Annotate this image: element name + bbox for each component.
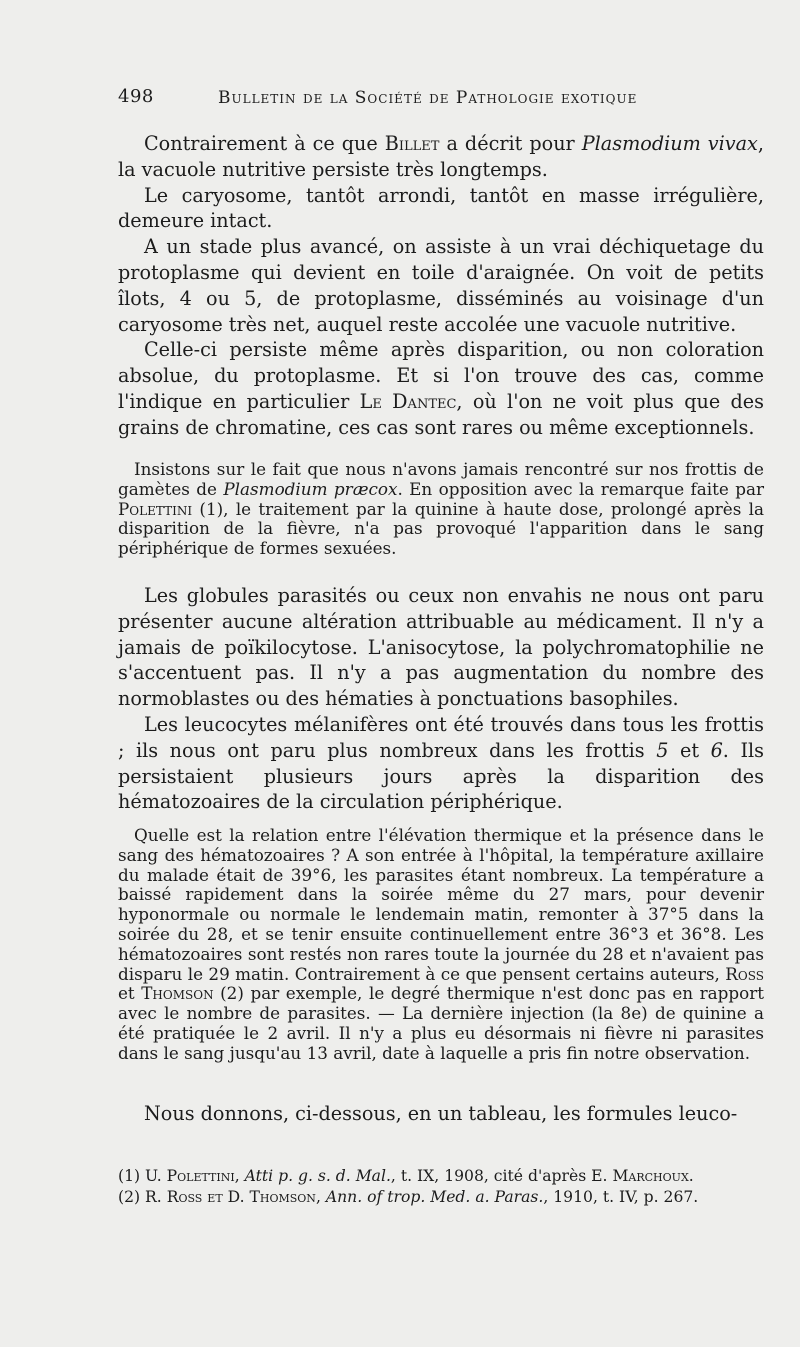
footnotes [118,1166,764,1208]
author-name: Thomson [141,983,214,1004]
paragraph-temperature: Quelle est la relation entre l'élévation thermique et la présence dans le sang des hématozoaires ? A son entrée à l'hôpital, la température axillaire du malade était de 39°6, les parasites étant nombreux. La température a baissé rapidement dans la soirée même du 27 mars, pour devenir hyponormale ou normale le lendemain matin, remonter à 37°5 dans la soirée du 28, et se tenir ensuite continuellement entre 36°3 et 36°8. Les hématozoaires sont restés non rares toute la journée du 28 et n'avaient pas disparu le 29 matin. Contrairement à ce que pensent certains auteurs, Ross et Thomson (2) par exemple, le degré thermique n'est donc pas en rapport avec le nombre de parasites. — La dernière injection (la 8e) de quinine a été pratiquée le 2 avril. Il n'y a plus eu désormais ni fièvre ni parasites dans le sang jusqu'au 13 avril, date à laquelle a pris fin notre observation. [118,825,764,1063]
main-text-block-3 [118,1101,764,1127]
running-head: Bulletin de la Société de Pathologie exotique [218,88,638,108]
author-name: Ross [725,963,764,984]
paragraph-leucocytes: Les leucocytes mélanifères ont été trouvés dans tous les frottis ; ils nous ont paru plus nombreux dans les frottis 5 et 6. Ils persistaient plusieurs jours après la disparition des hématozoaires de la circulation périphérique. [118,712,765,814]
page-header [118,86,758,116]
small-text-block-2 [118,826,764,1064]
paragraph-stade: A un stade plus avancé, on assiste à un vrai déchiquetage du protoplasme qui devient en toile d'araignée. On voit de petits îlots, 4 ou 5, de protoplasme, disséminés au voisinage d'un caryosome très net, auquel reste accolée une vacuole nutritive. [118,235,764,336]
species-name: Plasmodium præcox [223,478,398,499]
small-text-block-1 [118,460,764,559]
author-name: Polettini [118,498,193,519]
paragraph-tableau: Nous donnons, ci-dessous, en un tableau, les formules leuco- [144,1102,738,1125]
main-text-block-2 [118,583,764,815]
paragraph-globules: Les globules parasités ou ceux non envahis ne nous ont paru présenter aucune altération attribuable au médicament. Il n'y a jamais de poïkilocytose. L'anisocytose, la polychromatophilie ne s'accentuent pas. Il n'y a pas augmentation du nombre des normoblastes ou des hématies à ponctuations basophiles. [118,584,764,711]
main-text-block-1 [118,131,764,441]
paragraph-persiste: Celle-ci persiste même après disparition, ou non coloration absolue, du protoplasme. Et si l'on trouve des cas, comme l'indique en particulier Le Dantec, où l'on ne voit plus que des grains de chromatine, ces cas sont rares ou même exceptionnels. [118,338,764,439]
paragraph-caryosome: Le caryosome, tantôt arrondi, tantôt en masse irrégulière, demeure intact. [118,183,764,233]
author-name: Billet [384,132,440,155]
paragraph-gametes: Insistons sur le fait que nous n'avons jamais rencontré sur nos frottis de gamètes de Plasmodium præcox. En opposition avec la remarque faite par Polettini (1), le traitement par la quinine à haute dose, prolongé après la disparition de la fièvre, n'a pas provoqué l'apparition dans le sang périphérique de formes sexuées. [118,459,764,559]
author-name: E. Marchoux [591,1167,689,1185]
journal-name: Atti p. g. s. d. Mal. [244,1167,391,1185]
author-name: Le Dantec [359,389,457,413]
journal-name: Ann. of trop. Med. a. Paras. [325,1188,544,1206]
author-name: U. Polettini [145,1167,235,1185]
author-name: R. Ross et D. Thomson [145,1188,316,1206]
footnote-1: (1) U. Polettini, Atti p. g. s. d. Mal., t. IX, 1908, cité d'après E. Marchoux. [118,1167,694,1185]
page-number: 498 [118,86,154,107]
paragraph-vacuole: Contrairement à ce que Billet a décrit pour Plasmodium vivax, la vacuole nutritive persiste très longtemps. [118,132,764,181]
footnote-2: (2) R. Ross et D. Thomson, Ann. of trop. Med. a. Paras., 1910, t. IV, p. 267. [118,1188,699,1206]
species-name: Plasmodium vivax [581,132,758,155]
